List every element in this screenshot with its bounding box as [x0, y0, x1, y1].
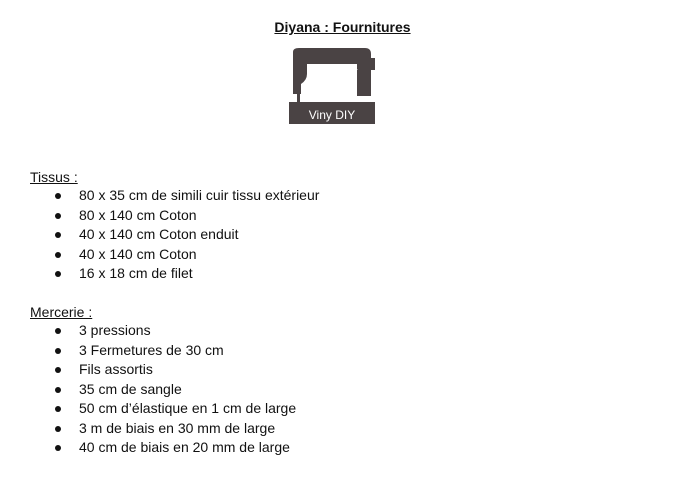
mercerie-heading: Mercerie :: [30, 304, 93, 320]
tissus-heading: Tissus :: [30, 169, 78, 185]
page-title: Diyana : Fournitures: [274, 19, 411, 35]
bullet-icon: [55, 445, 61, 451]
logo-text: Viny DIY: [308, 108, 356, 122]
viny-diy-logo: [285, 44, 385, 132]
bullet-icon: [55, 328, 61, 334]
bullet-icon: [55, 213, 61, 219]
bullet-icon: [55, 426, 61, 432]
bullet-icon: [55, 232, 61, 238]
bullet-icon: [55, 387, 61, 393]
bullet-icon: [55, 348, 61, 354]
bullet-icon: [55, 193, 61, 199]
bullet-icon: [55, 406, 61, 412]
bullet-icon: [55, 367, 61, 373]
bullet-icon: [55, 252, 61, 258]
bullet-icon: [55, 271, 61, 277]
